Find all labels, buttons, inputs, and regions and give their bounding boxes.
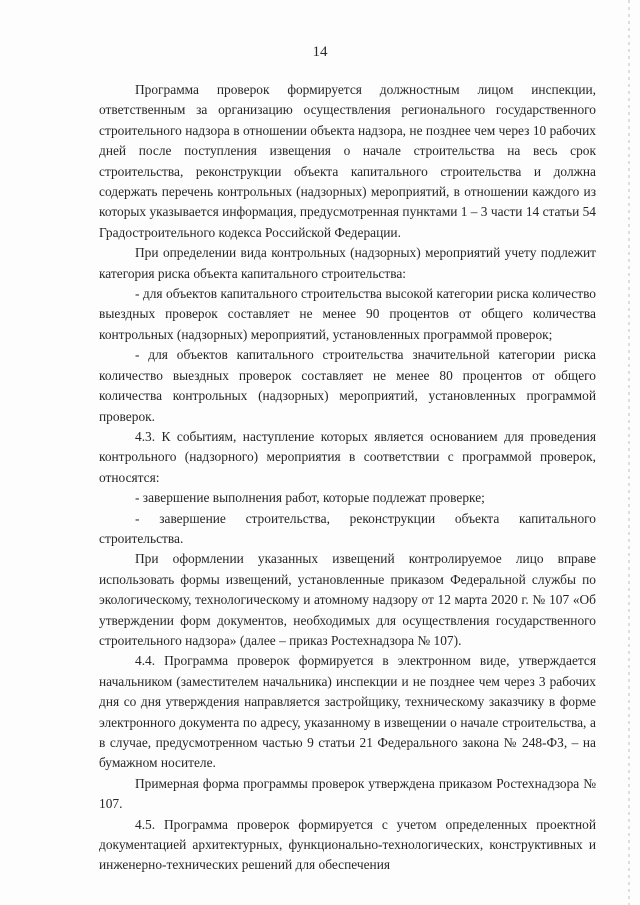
- paragraph-4-3-events: 4.3. К событиям, наступление которых является основанием для проведения контрольного (надзорного) мероприятия в соответствии с программой проверок, относятся:: [99, 428, 596, 485]
- paragraph-sample-form: Примерная форма программы проверок утверждена приказом Ростехнадзора № 107.: [99, 775, 596, 812]
- paragraph-high-risk: - для объектов капитального строительства высокой категории риска количество выездных проверок составляет не менее 90 процентов от общего количества контрольных (надзорных) мероприятий, установленных программой проверок;: [99, 286, 596, 342]
- paragraph-notification-forms: При оформлении указанных извещений контролируемое лицо вправе использовать формы извещений, установленные приказом Федеральной службы по экологическому, технологическому и атомному надзору от 12 марта 2020 г. № 107 «Об утверждении форм документов, необходимых для осуществления государственного строительного надзора» (далее – приказ Ростехнадзора № 107).: [99, 551, 596, 648]
- paragraph-4-5-program-basis: 4.5. Программа проверок формируется с учетом определенных проектной документацией архитектурных, функционально-технологических, конструктивных и инженерно-технических решений для обеспечения: [99, 816, 596, 873]
- paragraph-4-4-electronic-form: 4.4. Программа проверок формируется в электронном виде, утверждается начальником (заместителем начальника) инспекции и не позднее чем через 3 рабочих дня со дня утверждения направляется застройщику, техническому заказчику в форме электронного документа по адресу, указанному в извещении о начале строительства, а в случае, предусмотренном частью 9 статьи 21 Федерального закона № 248-ФЗ, – на бумажном носителе.: [99, 653, 596, 771]
- paragraph-inspection-program: Программа проверок формируется должностным лицом инспекции, ответственным за организацию осуществления регионального государственного строительного надзора в отношении объекта надзора, не позднее чем через 10 рабочих дней после поступления извещения о начале строительства на весь срок строительства, реконструкции объекта капитального строительства и должна содержать перечень контрольных (надзорных) мероприятий, в отношении каждого из которых указывается информация, предусмотренная пунктами 1 – 3 части 14 статьи 54 Градостроительного кодекса Российской Федерации.: [99, 82, 596, 240]
- paragraph-significant-risk: - для объектов капитального строительства значительной категории риска количество выездных проверок составляет не менее 80 процентов от общего количества контрольных (надзорных) мероприятий, установленных программой проверок.: [99, 347, 596, 424]
- paragraph-completion-of-construction: - завершение строительства, реконструкции объекта капитального строительства.: [99, 510, 596, 546]
- page-number: 14: [312, 44, 328, 60]
- paragraph-completion-of-works: - завершение выполнения работ, которые подлежат проверке;: [135, 490, 485, 506]
- scan-edge-artifact: [628, 0, 630, 905]
- paragraph-risk-category: При определении вида контрольных (надзорных) мероприятий учету подлежит категория риска объекта капитального строительства:: [99, 245, 596, 281]
- document-body: [99, 80, 596, 876]
